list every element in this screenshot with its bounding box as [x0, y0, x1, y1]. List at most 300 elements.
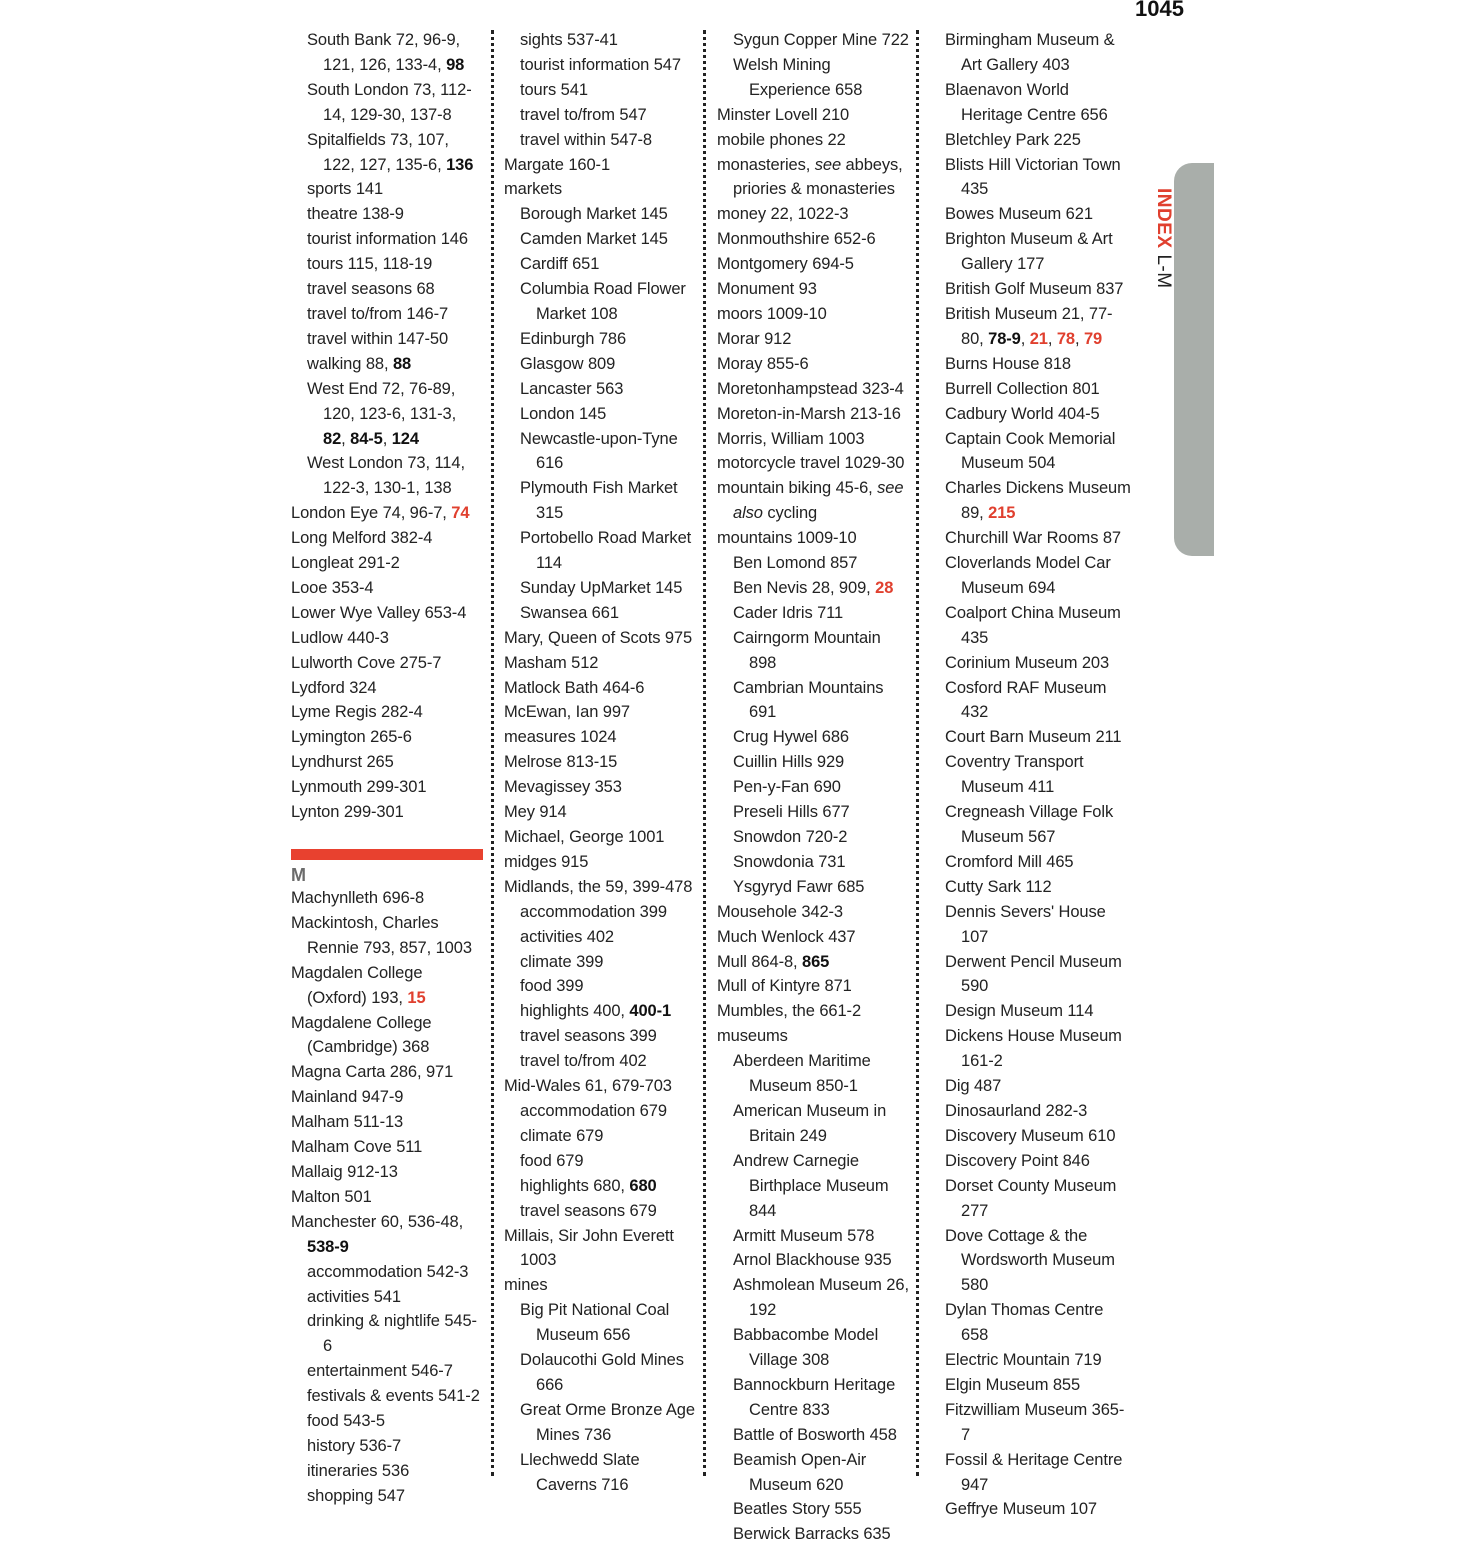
page-ref: 855-6 — [766, 354, 809, 373]
index-subentry — [504, 974, 696, 999]
index-entry — [945, 153, 1131, 203]
page-ref: 898 — [749, 653, 777, 672]
index-side-tab — [1174, 163, 1214, 556]
index-term: Llechwedd Slate Caverns — [520, 1450, 640, 1494]
page-ref: 912-13 — [347, 1162, 398, 1181]
index-term: Beamish Open-Air Museum — [733, 1450, 867, 1494]
page-ref: 124 — [391, 429, 419, 448]
index-term: West End — [307, 379, 378, 398]
index-term: motorcycle travel — [717, 454, 841, 473]
index-entry — [945, 676, 1131, 726]
page-ref: 60, 536-48, — [380, 1212, 464, 1231]
page-ref: 28, 909, — [811, 578, 876, 597]
page-ref: 635 — [863, 1525, 891, 1544]
index-term: Lymington — [291, 728, 366, 747]
page-ref: 679 — [629, 1201, 657, 1220]
index-entry — [291, 1185, 483, 1210]
index-subentry — [717, 1323, 911, 1373]
index-subentry — [504, 227, 696, 252]
page-ref: 145 — [640, 230, 668, 249]
index-term: drinking & nightlife — [307, 1312, 440, 1331]
index-term: Bannockburn Heritage Centre — [733, 1375, 896, 1419]
page-ref: 666 — [536, 1375, 564, 1394]
index-term: midges — [504, 852, 557, 871]
index-entry — [504, 1224, 696, 1274]
index-subentry — [504, 950, 696, 975]
index-term: Andrew Carnegie Birthplace Museum — [733, 1151, 889, 1195]
index-entry — [291, 1060, 483, 1085]
index-entry — [945, 427, 1131, 477]
index-term: monasteries, — [717, 155, 811, 174]
page-ref-highlight: 78 — [1056, 329, 1075, 348]
page-ref: 399 — [629, 1027, 657, 1046]
index-subentry — [504, 103, 696, 128]
index-term: travel within — [520, 130, 606, 149]
page-ref: 78-9 — [988, 329, 1021, 348]
column-separator — [916, 30, 919, 1476]
page-ref: 610 — [1088, 1126, 1116, 1145]
index-term: walking — [307, 354, 362, 373]
index-entry — [945, 900, 1131, 950]
index-term: Cregneash Village Folk Museum — [945, 803, 1114, 846]
index-entry — [291, 1011, 483, 1061]
index-entry — [504, 153, 696, 178]
index-entry — [291, 601, 483, 626]
index-subentry — [504, 526, 696, 576]
index-entry — [291, 750, 483, 775]
index-entry — [717, 277, 911, 302]
index-entry — [717, 252, 911, 277]
index-subentry — [504, 1348, 696, 1398]
index-entry — [717, 999, 911, 1024]
index-term: Manchester — [291, 1212, 377, 1231]
index-side-label — [1152, 188, 1174, 289]
page-ref: 21, 77-80, — [961, 304, 1113, 348]
index-term: Derwent Pencil Museum — [945, 952, 1122, 971]
index-entry — [291, 1210, 483, 1260]
page-ref: 914 — [539, 803, 567, 822]
page-ref: 440-3 — [347, 628, 389, 647]
index-term: Longleat — [291, 554, 354, 573]
index-term: Aberdeen Maritime Museum — [733, 1052, 871, 1096]
index-entry — [717, 153, 911, 203]
index-term: travel to/from — [520, 1052, 615, 1071]
page-ref: 915 — [561, 852, 589, 871]
index-term: markets — [504, 180, 562, 199]
page-ref: 432 — [961, 703, 989, 722]
index-subentry — [291, 1384, 483, 1409]
index-term: Moretonhampstead — [717, 379, 858, 398]
index-subentry — [291, 1309, 483, 1359]
page-ref: 146-7 — [406, 304, 449, 323]
index-term: Looe — [291, 578, 328, 597]
index-subentry — [291, 302, 483, 327]
index-entry — [945, 750, 1131, 800]
page-ref: 435 — [961, 180, 989, 199]
index-term: Battle of Bosworth — [733, 1425, 866, 1444]
index-subentry — [717, 825, 911, 850]
page-ref: 282-4 — [381, 703, 423, 722]
page-ref: 160-1 — [568, 155, 611, 174]
page-ref: 399 — [576, 952, 604, 971]
page-ref: 73, 112-14, 129-30, 137-8 — [323, 80, 472, 124]
index-entry — [717, 377, 911, 402]
page-ref: 437 — [828, 927, 856, 946]
index-term: British Museum — [945, 304, 1058, 323]
index-subentry — [504, 377, 696, 402]
index-entry — [504, 875, 696, 900]
index-subentry — [291, 1285, 483, 1310]
index-subentry — [291, 78, 483, 128]
index-column-4 — [945, 28, 1131, 1522]
index-entry — [504, 750, 696, 775]
index-subentry — [291, 1359, 483, 1384]
page-ref: 661-2 — [819, 1002, 862, 1021]
index-entry — [504, 700, 696, 725]
index-term: Coalport China Museum — [945, 603, 1121, 622]
index-subentry — [717, 53, 911, 103]
page-ref: 145 — [640, 205, 668, 224]
page-ref: 947-9 — [361, 1088, 404, 1107]
page-ref: 465 — [1046, 852, 1074, 871]
index-term: mountains — [717, 529, 793, 548]
index-entry — [291, 626, 483, 651]
index-subentry — [291, 352, 483, 377]
index-subentry — [291, 1434, 483, 1459]
page-ref: 61, 679-703 — [584, 1077, 672, 1096]
index-entry — [504, 676, 696, 701]
index-term: Mallaig — [291, 1162, 343, 1181]
index-term: accommodation — [307, 1262, 423, 1281]
index-term: mobile phones — [717, 130, 824, 149]
page-ref: 211 — [1095, 728, 1122, 747]
index-term: Camden Market — [520, 230, 637, 249]
index-term: Monmouthshire — [717, 230, 830, 249]
page-ref: 203 — [1081, 653, 1110, 672]
index-term: Mary, Queen of Scots — [504, 628, 661, 647]
index-subentry — [504, 1049, 696, 1074]
page-ref: 679 — [556, 1151, 584, 1170]
index-subentry — [717, 800, 911, 825]
index-subentry — [504, 352, 696, 377]
index-term: mountain biking — [717, 479, 832, 498]
index-entry — [945, 1373, 1131, 1398]
index-term: tourist information — [307, 230, 437, 249]
side-label-range: L-M — [1153, 254, 1174, 289]
page-ref: 661 — [591, 603, 619, 622]
index-term: Welsh Mining Experience — [733, 55, 831, 99]
page-ref: 545-6 — [323, 1312, 477, 1356]
index-entry — [945, 1149, 1131, 1174]
index-entry — [291, 800, 483, 825]
page-ref: 1003 — [828, 429, 865, 448]
index-subentry — [291, 1409, 483, 1434]
index-entry — [945, 1174, 1131, 1224]
page-ref: 1029-30 — [844, 454, 905, 473]
page-ref: 210 — [821, 105, 850, 124]
page-ref: 541-2 — [438, 1387, 480, 1406]
index-term: Captain Cook Memorial Museum — [945, 429, 1116, 473]
page-ref: 813-15 — [566, 753, 618, 772]
page-ref: 680, — [593, 1176, 630, 1195]
letter-section-header — [291, 849, 483, 886]
page-ref: 537-41 — [567, 31, 618, 49]
index-entry — [717, 302, 911, 327]
index-term: Charles Dickens Museum — [945, 479, 1131, 498]
index-entry — [945, 1497, 1131, 1522]
index-term: Great Orme Bronze Age Mines — [520, 1400, 695, 1444]
page-ref: 324 — [349, 678, 377, 697]
index-entry — [945, 725, 1131, 750]
index-term: tours — [520, 80, 557, 99]
index-term: Cardiff — [520, 255, 568, 274]
index-term: shopping — [307, 1486, 374, 1505]
index-term: Preseli Hills — [733, 803, 818, 822]
page-ref: 353 — [594, 778, 622, 797]
page-ref: 716 — [601, 1475, 629, 1494]
index-term: Mey — [504, 803, 535, 822]
index-term: Fitzwilliam Museum — [945, 1400, 1088, 1419]
index-subentry — [504, 1398, 696, 1448]
index-term: Ben Nevis — [733, 578, 808, 597]
page-ref: 400, — [593, 1002, 630, 1021]
index-entry — [945, 202, 1131, 227]
index-subentry — [504, 252, 696, 277]
index-term: climate — [520, 1126, 572, 1145]
index-term: Melrose — [504, 753, 562, 772]
index-term: food — [307, 1412, 339, 1431]
page-ref: 145 — [655, 578, 683, 597]
index-term: Dylan Thomas Centre — [945, 1301, 1104, 1320]
index-term: Beatles Story — [733, 1500, 830, 1519]
page-ref: 411 — [1028, 778, 1055, 797]
index-subentry — [291, 1459, 483, 1484]
index-term: Minster Lovell — [717, 105, 818, 124]
index-term: Magna Carta — [291, 1063, 386, 1082]
page-ref: 323-4 — [862, 379, 904, 398]
index-subentry — [504, 1448, 696, 1498]
page-ref: 846 — [1062, 1151, 1090, 1170]
index-term: Discovery Point — [945, 1151, 1059, 1170]
page-ref: 82 — [323, 429, 342, 448]
page-ref: 88 — [392, 354, 412, 373]
index-term: Ben Lomond — [733, 554, 826, 573]
index-term: Armitt Museum — [733, 1226, 843, 1245]
index-subentry — [291, 1484, 483, 1509]
index-term: Arnol Blackhouse — [733, 1251, 860, 1270]
page-ref: 912 — [764, 329, 792, 348]
index-term: Moreton-in-Marsh — [717, 404, 846, 423]
index-term: Snowdon — [733, 828, 802, 846]
index-term: accommodation — [520, 1101, 636, 1120]
index-term: Mid-Wales — [504, 1077, 581, 1096]
page-ref: 555 — [834, 1500, 862, 1519]
index-term: Dinosaurland — [945, 1101, 1042, 1120]
index-term: Lynton — [291, 803, 340, 822]
page-ref: 265-6 — [370, 728, 412, 747]
page-ref: 286, 971 — [389, 1063, 454, 1082]
index-term: South Bank — [307, 31, 392, 49]
page-ref: 677 — [822, 803, 850, 822]
column-separator — [491, 30, 494, 1476]
column-separator — [703, 30, 706, 1476]
index-entry — [291, 911, 483, 961]
page-ref: 108 — [590, 304, 618, 323]
page-ref: 382-4 — [390, 529, 433, 548]
page-ref: 138-9 — [362, 205, 404, 224]
page-ref: 161-2 — [961, 1052, 1003, 1071]
page-ref: 136 — [446, 155, 474, 174]
index-entry — [504, 651, 696, 676]
index-term: Magdalene College (Cambridge) — [291, 1013, 432, 1057]
page-ref: 399 — [556, 977, 584, 996]
page-ref: 72, 96-9, 121, 126, 133-4, — [323, 31, 461, 74]
page-ref: 59, 399-478 — [605, 877, 693, 896]
page-ref: 73, 107, 122, 127, 135-6, — [323, 130, 449, 174]
index-subentry — [717, 1273, 911, 1323]
index-term: Edinburgh — [520, 329, 595, 348]
page-ref: 504 — [1028, 454, 1056, 473]
index-entry — [717, 950, 911, 975]
page-ref: 871 — [824, 977, 852, 996]
index-column-1 — [291, 28, 483, 1509]
page-ref: 114 — [1067, 1002, 1094, 1021]
index-term: Court Barn Museum — [945, 728, 1091, 747]
index-term: activities — [307, 1287, 370, 1306]
index-entry — [291, 526, 483, 551]
page-ref: 1024 — [580, 728, 617, 747]
index-entry — [504, 177, 696, 202]
page-ref: 563 — [596, 379, 624, 398]
index-entry — [717, 352, 911, 377]
page-ref: 315 — [536, 504, 564, 523]
page-ref: 89, — [961, 504, 989, 523]
page-ref: 22 — [827, 130, 846, 149]
index-column-2 — [504, 28, 696, 1497]
page-ref: 793, 857, 1003 — [363, 938, 472, 957]
index-entry — [504, 1273, 696, 1298]
index-subentry — [291, 451, 483, 501]
index-term: money — [717, 205, 767, 224]
page-ref: 696-8 — [382, 889, 425, 907]
index-subentry — [504, 1099, 696, 1124]
page-ref: 547 — [653, 55, 681, 74]
index-term: Bowes Museum — [945, 205, 1062, 224]
index-entry — [945, 227, 1131, 277]
index-subentry — [717, 1224, 911, 1249]
page-ref: 536 — [381, 1461, 410, 1480]
page-ref: 736 — [584, 1425, 612, 1444]
index-term: sights — [520, 31, 563, 49]
index-subentry — [291, 227, 483, 252]
index-term: Burrell Collection — [945, 379, 1068, 398]
index-entry — [945, 601, 1131, 651]
page-ref: , — [1047, 329, 1057, 348]
index-term: Berwick Barracks — [733, 1525, 859, 1544]
index-entry — [717, 476, 911, 526]
index-term: entertainment — [307, 1362, 407, 1381]
page-ref: 1001 — [628, 828, 665, 846]
index-term: Ysgyryd Fawr — [733, 877, 833, 896]
index-term: Morris, William — [717, 429, 824, 448]
page-ref: 365-7 — [961, 1400, 1125, 1444]
index-subentry — [291, 177, 483, 202]
index-subentry — [504, 327, 696, 352]
page-ref: 711 — [817, 603, 844, 622]
index-term: Columbia Road Flower Market — [520, 280, 686, 323]
page-ref: 404-5 — [1057, 404, 1100, 423]
index-entry — [291, 501, 483, 526]
index-subentry — [291, 252, 483, 277]
page-ref: 368 — [402, 1038, 430, 1057]
index-term: Spitalfields — [307, 130, 386, 149]
page-ref: 147-50 — [397, 329, 449, 348]
page-ref: abbeys, priories & monasteries — [733, 155, 903, 199]
index-term: Malham Cove — [291, 1138, 392, 1157]
index-term: Cadbury World — [945, 404, 1054, 423]
index-term: Birmingham Museum & Art Gallery — [945, 31, 1115, 74]
page-ref: 73, 114, 122-3, 130-1, 138 — [323, 454, 465, 498]
page-ref: 975 — [664, 628, 693, 647]
page-ref: 590 — [961, 977, 989, 996]
page-ref: 72, 76-89, 120, 123-6, 131-3, — [323, 379, 457, 423]
page-ref: 26, 192 — [749, 1276, 909, 1320]
index-subentry — [504, 28, 696, 53]
index-term: Lyme Regis — [291, 703, 377, 722]
page-ref: 68 — [416, 280, 435, 299]
index-term: Dolaucothi Gold Mines — [520, 1351, 684, 1370]
index-term: highlights — [520, 1002, 589, 1021]
index-subentry — [291, 28, 483, 78]
side-label-main: INDEX — [1153, 188, 1174, 249]
index-entry — [945, 950, 1131, 1000]
page-ref-highlight: 15 — [407, 988, 426, 1007]
index-term: Swansea — [520, 603, 588, 622]
index-term: mines — [504, 1276, 548, 1295]
page-ref: , — [382, 429, 392, 448]
page-ref: 249 — [799, 1126, 827, 1145]
page-ref: 512 — [571, 653, 599, 672]
index-entry — [291, 1110, 483, 1135]
index-term: West London — [307, 454, 403, 473]
index-term: Ludlow — [291, 628, 343, 647]
index-subentry — [504, 1124, 696, 1149]
page-ref: 88, — [365, 354, 393, 373]
index-term: Lancaster — [520, 379, 592, 398]
page-ref: 342-3 — [801, 902, 844, 921]
index-term: Cloverlands Model Car Museum — [945, 554, 1111, 597]
page-ref: , — [341, 429, 351, 448]
page-number: 1045 — [1135, 0, 1184, 21]
page-ref: 84-5 — [350, 429, 383, 448]
index-term: Much Wenlock — [717, 927, 824, 946]
index-subentry — [717, 875, 911, 900]
page-ref: 731 — [818, 852, 846, 871]
page-ref: 291-2 — [358, 554, 400, 573]
page-ref: 112 — [1025, 877, 1052, 896]
index-term: Pen-y-Fan — [733, 778, 810, 797]
index-entry — [945, 526, 1131, 551]
page-ref: 399 — [639, 902, 667, 921]
page-ref: 74, 96-7, — [382, 504, 452, 523]
index-term: Borough Market — [520, 205, 636, 224]
index-term: Cambrian Mountains — [733, 678, 884, 697]
index-term: climate — [520, 952, 572, 971]
page-ref: 22, 1022-3 — [770, 205, 849, 224]
letter-divider-bar — [291, 849, 483, 860]
index-entry — [945, 1074, 1131, 1099]
index-term: activities — [520, 927, 583, 946]
